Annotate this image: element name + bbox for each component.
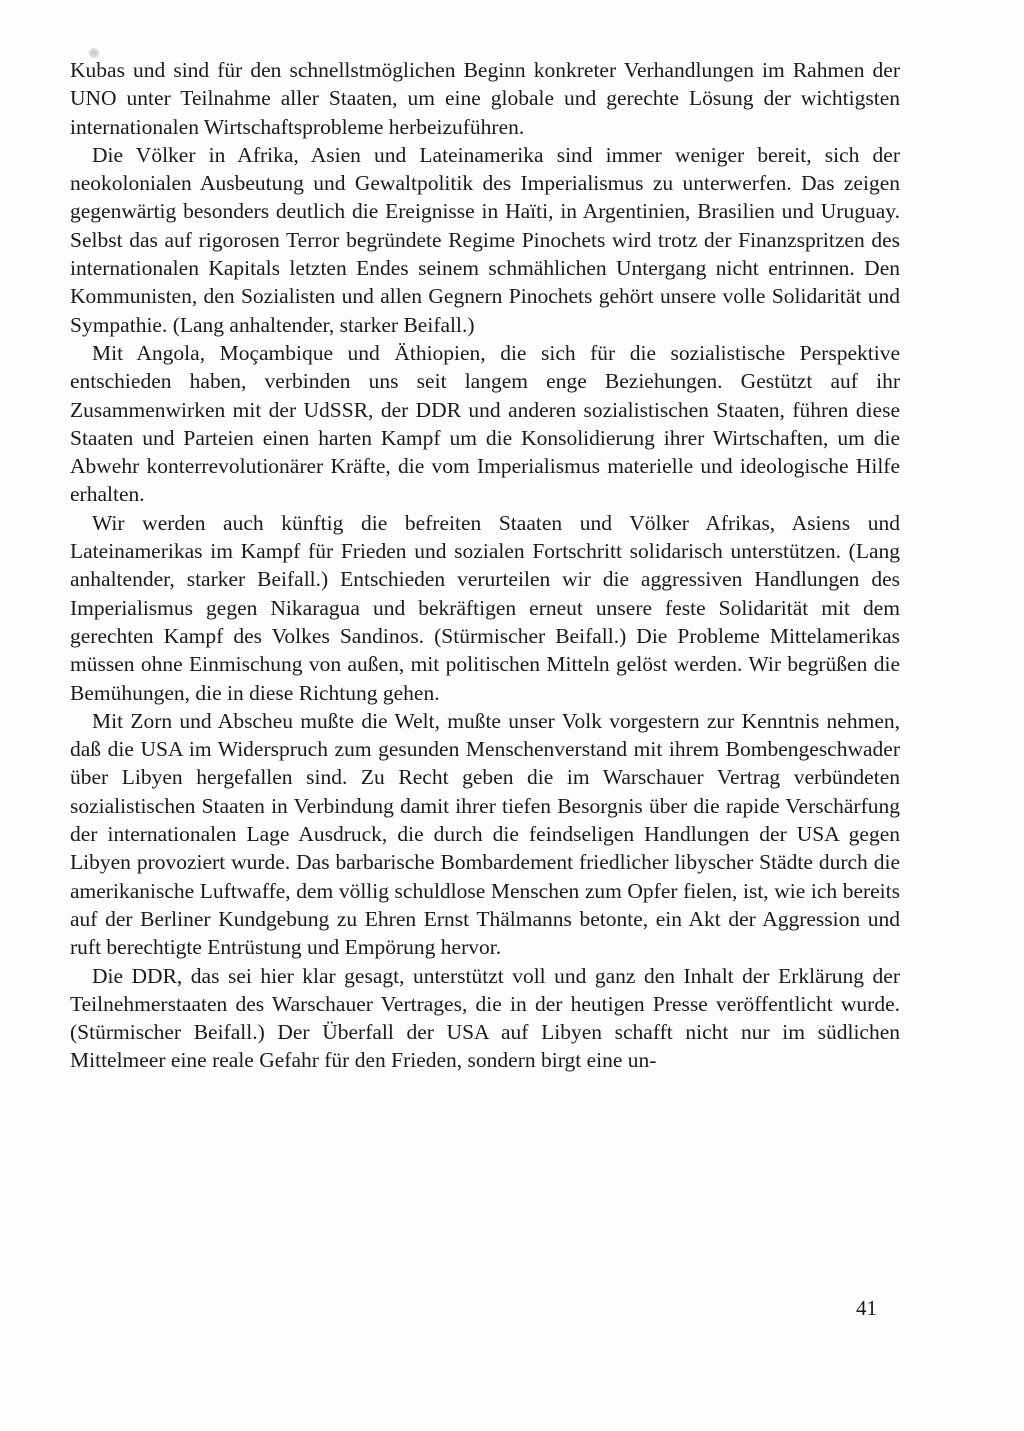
paragraph-3: Mit Angola, Moçambique und Äthiopien, die sich für die sozialistische Perspektive entschieden haben, verbinden uns seit langem enge Beziehungen. Gestützt auf ihr Zusammenwirken mit der UdSSR, der DDR und anderen sozialistischen Staaten, führen diese Staaten und Parteien einen harten Kampf um die Konsolidierung ihrer Wirtschaften, um die Abwehr konterrevolutionärer Kräfte, die vom Imperialismus materielle und ideologische Hilfe erhalten. [70, 340, 900, 507]
paragraph-6: Die DDR, das sei hier klar gesagt, unterstützt voll und ganz den Inhalt der Erklärung der Teilnehmerstaaten des Warschauer Vertrages, die in der heutigen Presse veröffentlicht wurde. (Stürmischer Beifall.) Der Überfall der USA auf Libyen schafft nicht nur im südlichen Mittelmeer eine reale Gefahr für den Frieden, sondern birgt eine un- [70, 963, 900, 1073]
paragraph-4: Wir werden auch künftig die befreiten Staaten und Völker Afrikas, Asiens und Lateinamerikas im Kampf für Frieden und sozialen Fortschritt solidarisch unterstützen. (Lang anhaltender, starker Beifall.) Entschieden verurteilen wir die aggressiven Handlungen des Imperialismus gegen Nikaragua und bekräftigen erneut unsere feste Solidarität mit dem gerechten Kampf des Volkes Sandinos. (Stürmischer Beifall.) Die Probleme Mittelamerikas müssen ohne Einmischung von außen, mit politischen Mitteln gelöst werden. Wir begrüßen die Bemühungen, die in diese Richtung gehen. [70, 510, 900, 705]
paragraph-5: Mit Zorn und Abscheu mußte die Welt, mußte unser Volk vorgestern zur Kenntnis nehmen, daß die USA im Widerspruch zum gesunden Menschenverstand mit ihrem Bombengeschwader über Libyen hergefallen sind. Zu Recht geben die im Warschauer Vertrag verbündeten sozialistischen Staaten in Verbindung damit ihrer tiefen Besorgnis über die rapide Verschärfung der internationalen Lage Ausdruck, die durch die feindseligen Handlungen der USA gegen Libyen provoziert wurde. Das barbarische Bombardement friedlicher libyscher Städte durch die amerikanische Luftwaffe, dem völlig schuldlose Menschen zum Opfer fielen, ist, wie ich bereits auf der Berliner Kundgebung zu Ehren Ernst Thälmanns betonte, ein Akt der Aggression und ruft berechtigte Entrüstung und Empörung hervor. [70, 708, 900, 960]
paragraph-1: Kubas und sind für den schnellstmöglichen Beginn konkreter Verhandlungen im Rahmen der UNO unter Teilnahme aller Staaten, um eine globale und gerechte Lösung der wichtigsten internationalen Wirtschaftsprobleme herbeizuführen. [70, 58, 900, 139]
paragraph-2: Die Völker in Afrika, Asien und Lateinamerika sind immer weniger bereit, sich der neokolonialen Ausbeutung und Gewaltpolitik des Imperialismus zu unterwerfen. Das zeigen gegenwärtig besonders deutlich die Ereignisse in Haïti, in Argentinien, Brasilien und Uruguay. Selbst das auf rigorosen Terror begründete Regime Pinochets wird trotz der Finanzspritzen des internationalen Kapitals letzten Endes seinem schmählichen Untergang nicht entrinnen. Den Kommunisten, den Sozialisten und allen Gegnern Pinochets gehört unsere volle Solidarität und Sympathie. (Lang anhaltender, starker Beifall.) [70, 142, 900, 337]
page-number: 41 [856, 1296, 877, 1320]
body-text [70, 56, 900, 1075]
